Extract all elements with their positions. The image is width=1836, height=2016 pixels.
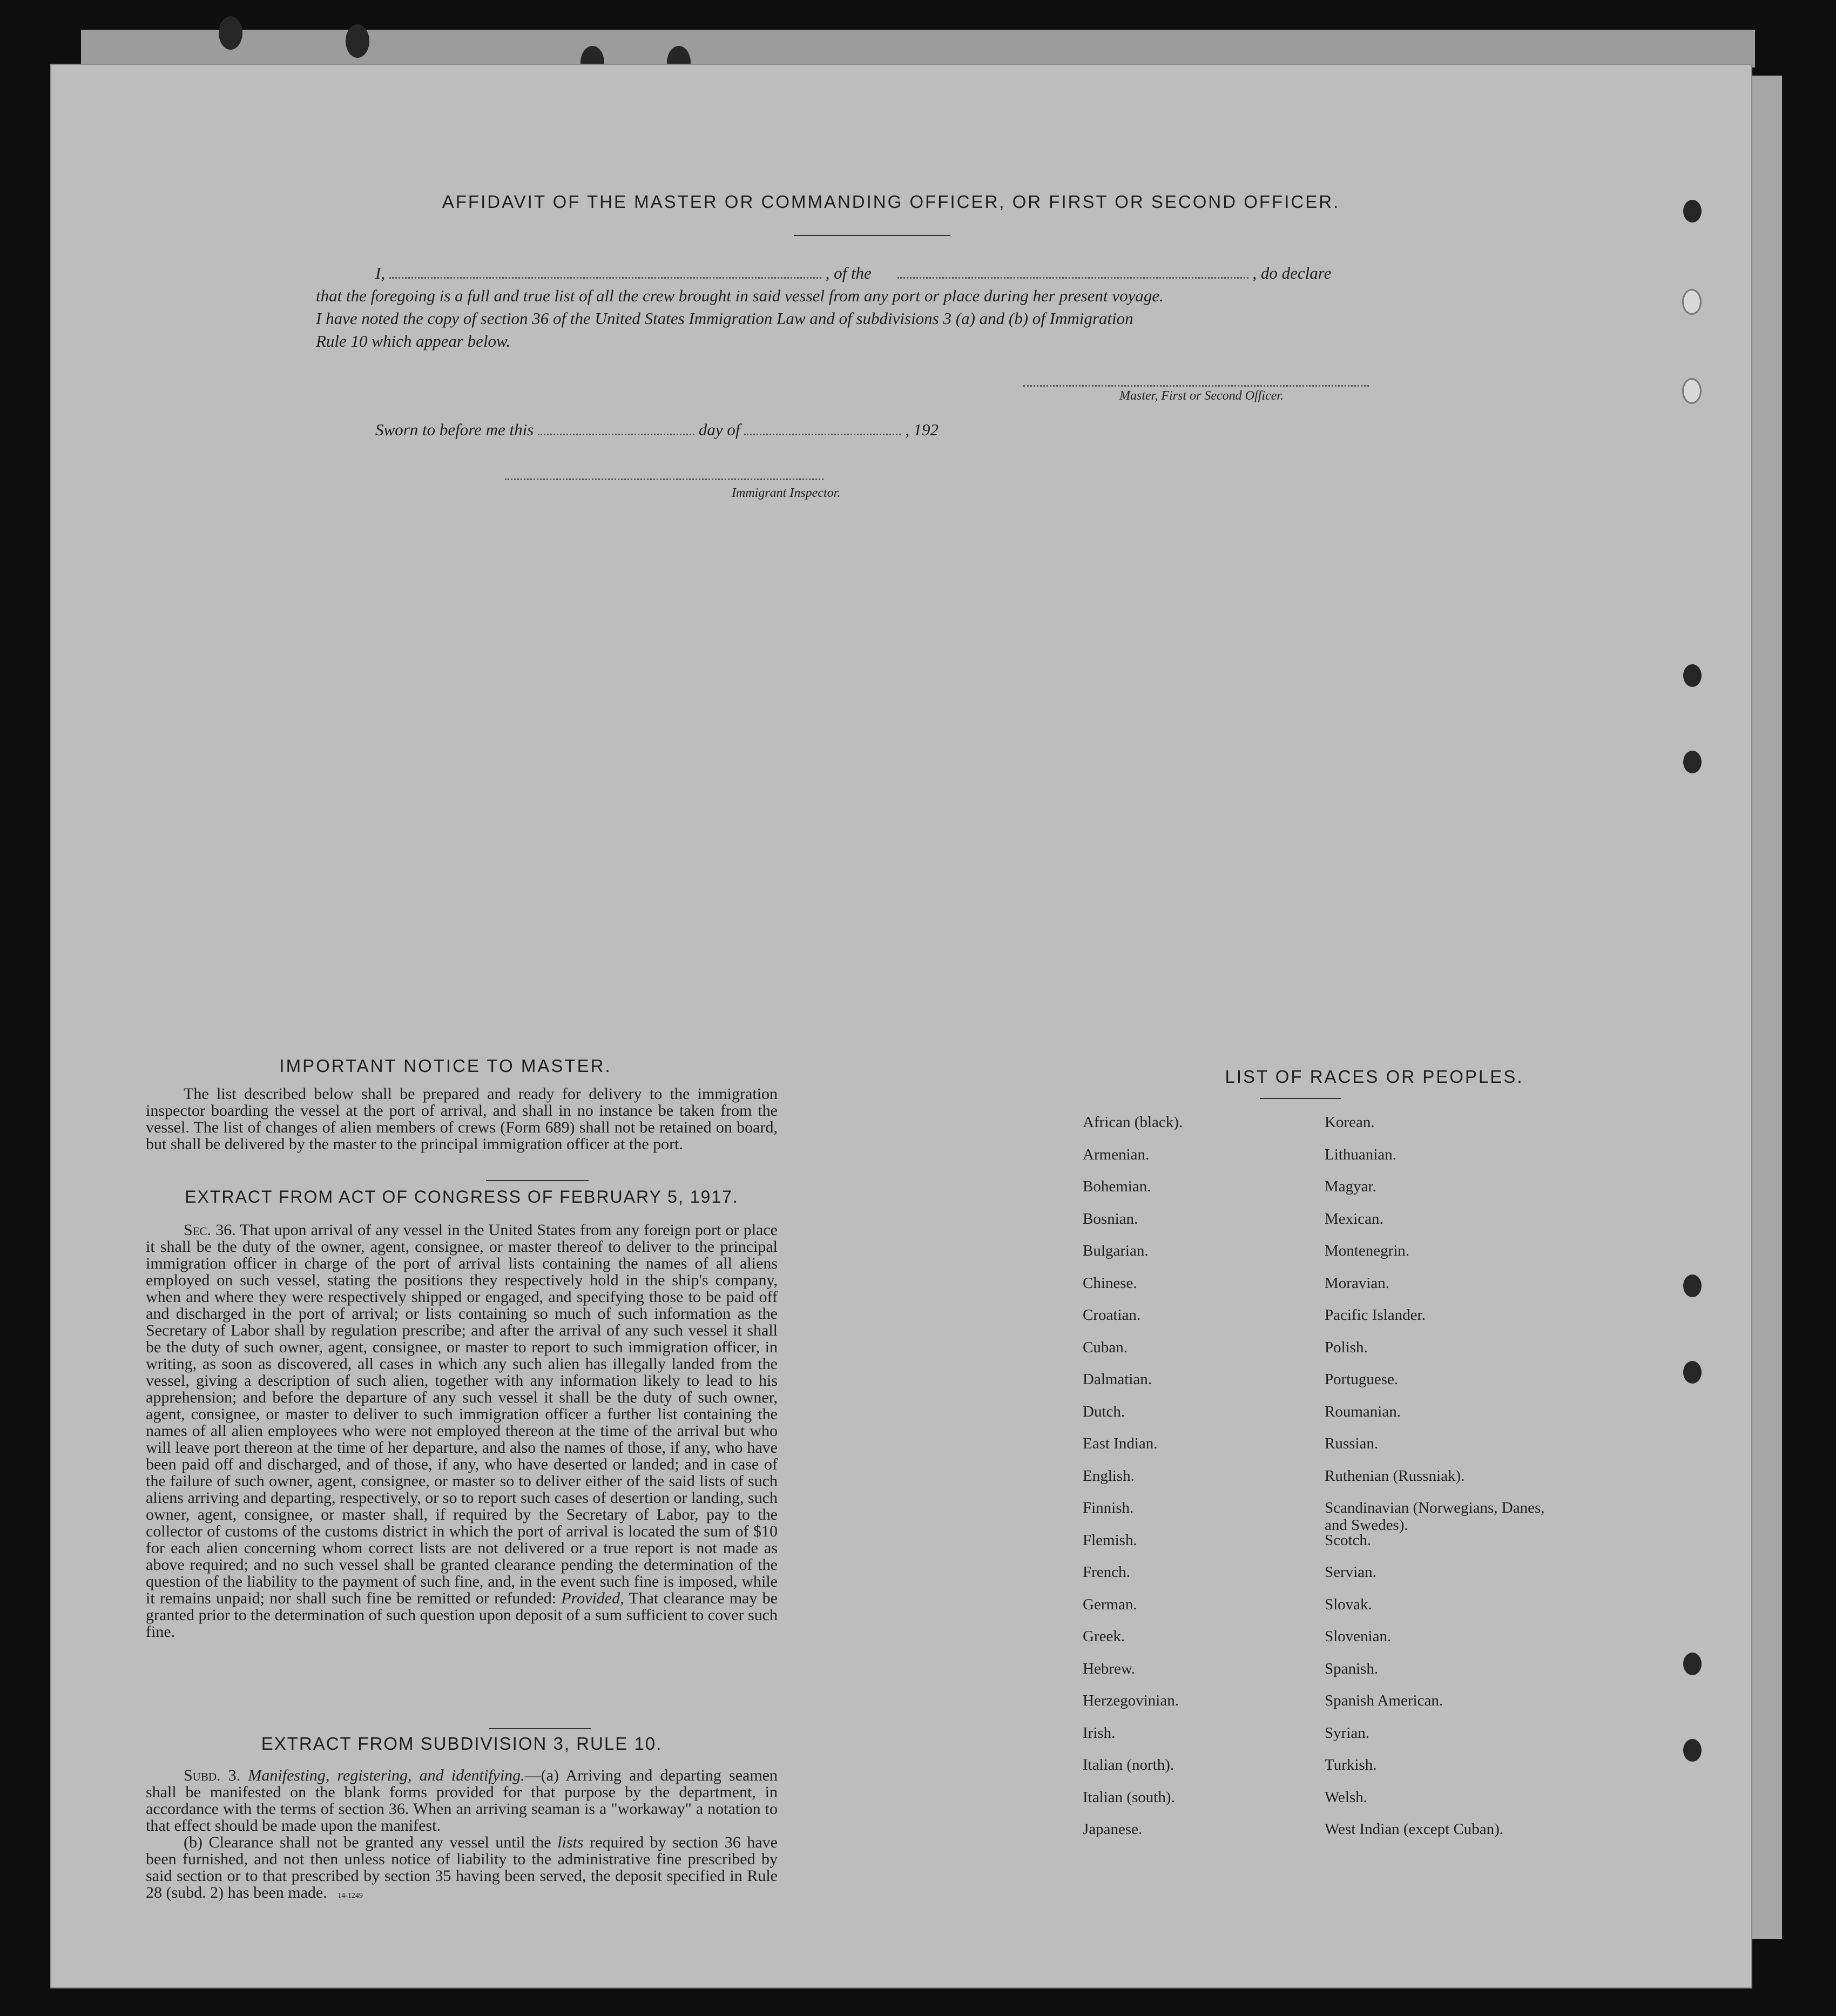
race-item: African (black). <box>1083 1114 1183 1131</box>
race-item: German. <box>1083 1595 1137 1613</box>
rule-paragraph-b <box>146 1834 778 1904</box>
inspector-caption: Immigrant Inspector. <box>732 486 841 500</box>
subd-heading: Manifesting, registering, and identifying. <box>248 1766 525 1784</box>
race-item: Russian. <box>1325 1435 1379 1452</box>
race-item: Italian (north). <box>1083 1756 1174 1774</box>
rule-paragraph-a <box>146 1767 778 1834</box>
notice-title: IMPORTANT NOTICE TO MASTER. <box>279 1056 612 1076</box>
race-item: Chinese. <box>1083 1274 1137 1292</box>
affidavit-line-3: I have noted the copy of section 36 of the United States Immigration Law and of subdivisions 3 (a) and (b) of Immigration <box>316 309 1133 328</box>
act-rule <box>489 1728 591 1729</box>
of-the-label: , of the <box>825 264 872 282</box>
race-item: Spanish. <box>1325 1660 1379 1677</box>
binder-hole-icon <box>1683 1361 1702 1384</box>
underlying-page-right-edge <box>1747 76 1782 1939</box>
subd-b-lists: lists <box>557 1833 584 1851</box>
race-item: Portuguese. <box>1325 1371 1399 1388</box>
binder-hole-icon <box>1682 289 1702 315</box>
race-item: Roumanian. <box>1325 1403 1401 1420</box>
sec-label: Sec. 36. <box>184 1221 236 1239</box>
day-of-label: day of <box>698 420 740 439</box>
name-field[interactable] <box>389 277 821 279</box>
act-body: That upon arrival of any vessel in the United States from any foreign port or place it shall be the duty of the owner, agent, consignee, or master thereof to deliver to the principal immigration officer in charge of the port of arrival lists containing the names of all aliens employed on such vessel, stating the positions they respectively hold in the ship's company, when and where they were respectively shipped or engaged, and specifying those to be paid off and discharged in the port of arrival; or lists containing so much of such information as the Secretary of Labor shall by regulation prescribe; and after the arrival of any such vessel it shall be the duty of such owner, agent, consignee, or master to report to such immigration officer, in writing, as soon as discovered, all cases in which any such alien has illegally landed from the vessel, giving a description of such alien, together with any information likely to lead to his apprehension; and before the departure of any such vessel it shall be the duty of such owner, agent, consignee, or master to deliver to such immigration officer a further list containing the names of all alien employees who were not employed thereon at the time of the arrival but who will leave port thereon at the time of her departure, and also the names of those, if any, who have been paid off and discharged, and of those, if any, who have deserted or landed; and in case of the failure of such owner, agent, consignee, or master so to deliver either of the said lists of such aliens arriving and departing, respectively, or so to report such cases of desertion or landing, such owner, agent, consignee, or master shall, if required by the Secretary of Labor, pay to the collector of customs of the customs district in which the port of arrival is located the sum of $10 for each alien concerning whom correct lists are not delivered or a true report is not made as above required; and no such vessel shall be granted clearance pending the determination of the question of the liability to the payment of such fine, and, in the event such fine is imposed, while it remains unpaid; nor shall such fine be remitted or refunded: <box>146 1221 778 1607</box>
race-item: Slovak. <box>1325 1595 1372 1613</box>
race-item: Servian. <box>1325 1563 1376 1581</box>
race-item: Montenegrin. <box>1325 1242 1410 1259</box>
act-paragraph <box>146 1222 778 1640</box>
race-item: Spanish American. <box>1325 1692 1443 1709</box>
race-item: Lithuanian. <box>1325 1145 1396 1163</box>
race-item: Welsh. <box>1325 1788 1368 1806</box>
sworn-prefix: Sworn to before me this <box>375 420 534 439</box>
sworn-month-field[interactable] <box>744 433 901 435</box>
race-item: Moravian. <box>1325 1274 1389 1292</box>
race-item: Hebrew. <box>1083 1660 1136 1677</box>
race-item: Japanese. <box>1083 1821 1143 1838</box>
race-item: Herzegovinian. <box>1083 1692 1179 1709</box>
year-label: , 192 <box>905 420 939 439</box>
binder-hole-icon <box>1683 200 1702 222</box>
races-rule <box>1260 1098 1341 1099</box>
notice-rule <box>486 1180 589 1181</box>
race-item: Scotch. <box>1325 1531 1372 1549</box>
race-item: Turkish. <box>1325 1756 1377 1774</box>
race-item: Pacific Islander. <box>1325 1306 1426 1324</box>
notice-paragraph: The list described below shall be prepared and ready for delivery to the immigration inspector boarding the vessel at the port of arrival, and shall in no instance be taken from the vessel. The list of changes of alien members of crews (Form 689) shall not be retained on board, but shall be delivered by the master to the principal immigration officer at the port. <box>146 1085 778 1153</box>
race-item: Mexican. <box>1325 1210 1383 1228</box>
binder-hole-icon <box>1683 1653 1702 1675</box>
subd-a-text: —(a) Arriving and departing seamen shall be manifested on the blank forms provided for that purpose by the department, in accordance with the terms of section 36. When an arriving seaman is a "workaway" a notation to that effect should be made upon the manifest. <box>146 1766 778 1835</box>
binder-hole-icon <box>1683 1275 1702 1297</box>
form-code: 14-1249 <box>338 1892 363 1900</box>
races-title: LIST OF RACES OR PEOPLES. <box>1225 1067 1524 1087</box>
race-item: Dalmatian. <box>1083 1371 1152 1388</box>
race-item: English. <box>1083 1467 1135 1485</box>
sworn-line <box>375 420 1131 440</box>
race-item: Dutch. <box>1083 1403 1125 1420</box>
race-item: French. <box>1083 1563 1130 1581</box>
race-item: Bohemian. <box>1083 1178 1151 1195</box>
race-item: Flemish. <box>1083 1531 1137 1549</box>
race-item: Bosnian. <box>1083 1210 1138 1228</box>
act-title: EXTRACT FROM ACT OF CONGRESS OF FEBRUARY 5, 1917. <box>185 1187 739 1206</box>
race-item: West Indian (except Cuban). <box>1325 1821 1504 1838</box>
race-item: Polish. <box>1325 1338 1368 1356</box>
race-item: Finnish. <box>1083 1499 1134 1516</box>
subd-b-prefix: (b) Clearance shall not be granted any vessel until the <box>184 1833 551 1851</box>
subd-b-text: required by section 36 have been furnished, and not then unless notice of liability to the administrative fine prescribed by said section or to that prescribed by section 35 having been served, the deposit specified in Rule 28 (subd. 2) has been made. <box>146 1833 778 1902</box>
race-item: Cuban. <box>1083 1338 1128 1356</box>
affidavit-line-1 <box>375 264 1498 283</box>
i-label: I, <box>375 264 386 282</box>
race-item: Syrian. <box>1325 1724 1369 1742</box>
title-rule <box>794 235 950 236</box>
race-item: Greek. <box>1083 1628 1125 1645</box>
provided-word: Provided, <box>561 1589 624 1607</box>
vessel-field[interactable] <box>897 277 1248 279</box>
notice-text <box>146 1085 778 1152</box>
signature-field[interactable] <box>1023 385 1369 387</box>
race-item: Bulgarian. <box>1083 1242 1149 1259</box>
subd-label: Subd. 3. <box>184 1766 241 1784</box>
binder-hole-icon <box>1683 664 1702 687</box>
underlying-page-edge <box>81 30 1755 68</box>
affidavit-title: AFFIDAVIT OF THE MASTER OR COMMANDING OFFICER, OR FIRST OR SECOND OFFICER. <box>442 192 1340 212</box>
binder-hole-icon <box>1683 751 1702 773</box>
races-column-1 <box>1083 1114 1310 1853</box>
race-item: Slovenian. <box>1325 1628 1392 1645</box>
race-item: Scandinavian (Norwegians, Danes, and Swedes). <box>1325 1499 1545 1534</box>
sworn-day-field[interactable] <box>538 433 694 435</box>
binder-hole-icon <box>1683 1739 1702 1762</box>
do-declare-label: , do declare <box>1252 264 1332 282</box>
act-text <box>146 1222 778 1640</box>
punch-hole-icon <box>219 16 242 50</box>
race-item: Italian (south). <box>1083 1788 1175 1806</box>
inspector-signature-field[interactable] <box>505 478 824 480</box>
act-body-end: That clearance may be granted prior to the determination of such question upon deposit of a sum sufficient to cover such fine. <box>146 1589 778 1641</box>
race-item: Magyar. <box>1325 1178 1376 1195</box>
document-page <box>51 65 1751 1987</box>
race-item: Irish. <box>1083 1724 1116 1742</box>
race-item: Ruthenian (Russniak). <box>1325 1467 1465 1485</box>
binder-hole-icon <box>1682 378 1702 404</box>
race-item: East Indian. <box>1083 1435 1158 1452</box>
signature-caption: Master, First or Second Officer. <box>1119 389 1284 403</box>
races-column-2 <box>1325 1114 1562 1853</box>
race-item: Korean. <box>1325 1114 1375 1131</box>
affidavit-line-2: that the foregoing is a full and true list of all the crew brought in said vessel from any port or place during her present voyage. <box>316 286 1164 305</box>
punch-hole-icon <box>346 24 369 58</box>
affidavit-line-4: Rule 10 which appear below. <box>316 332 511 350</box>
rule-text <box>146 1767 778 1904</box>
race-item: Croatian. <box>1083 1306 1141 1324</box>
rule-title: EXTRACT FROM SUBDIVISION 3, RULE 10. <box>261 1734 663 1754</box>
race-item: Armenian. <box>1083 1145 1150 1163</box>
